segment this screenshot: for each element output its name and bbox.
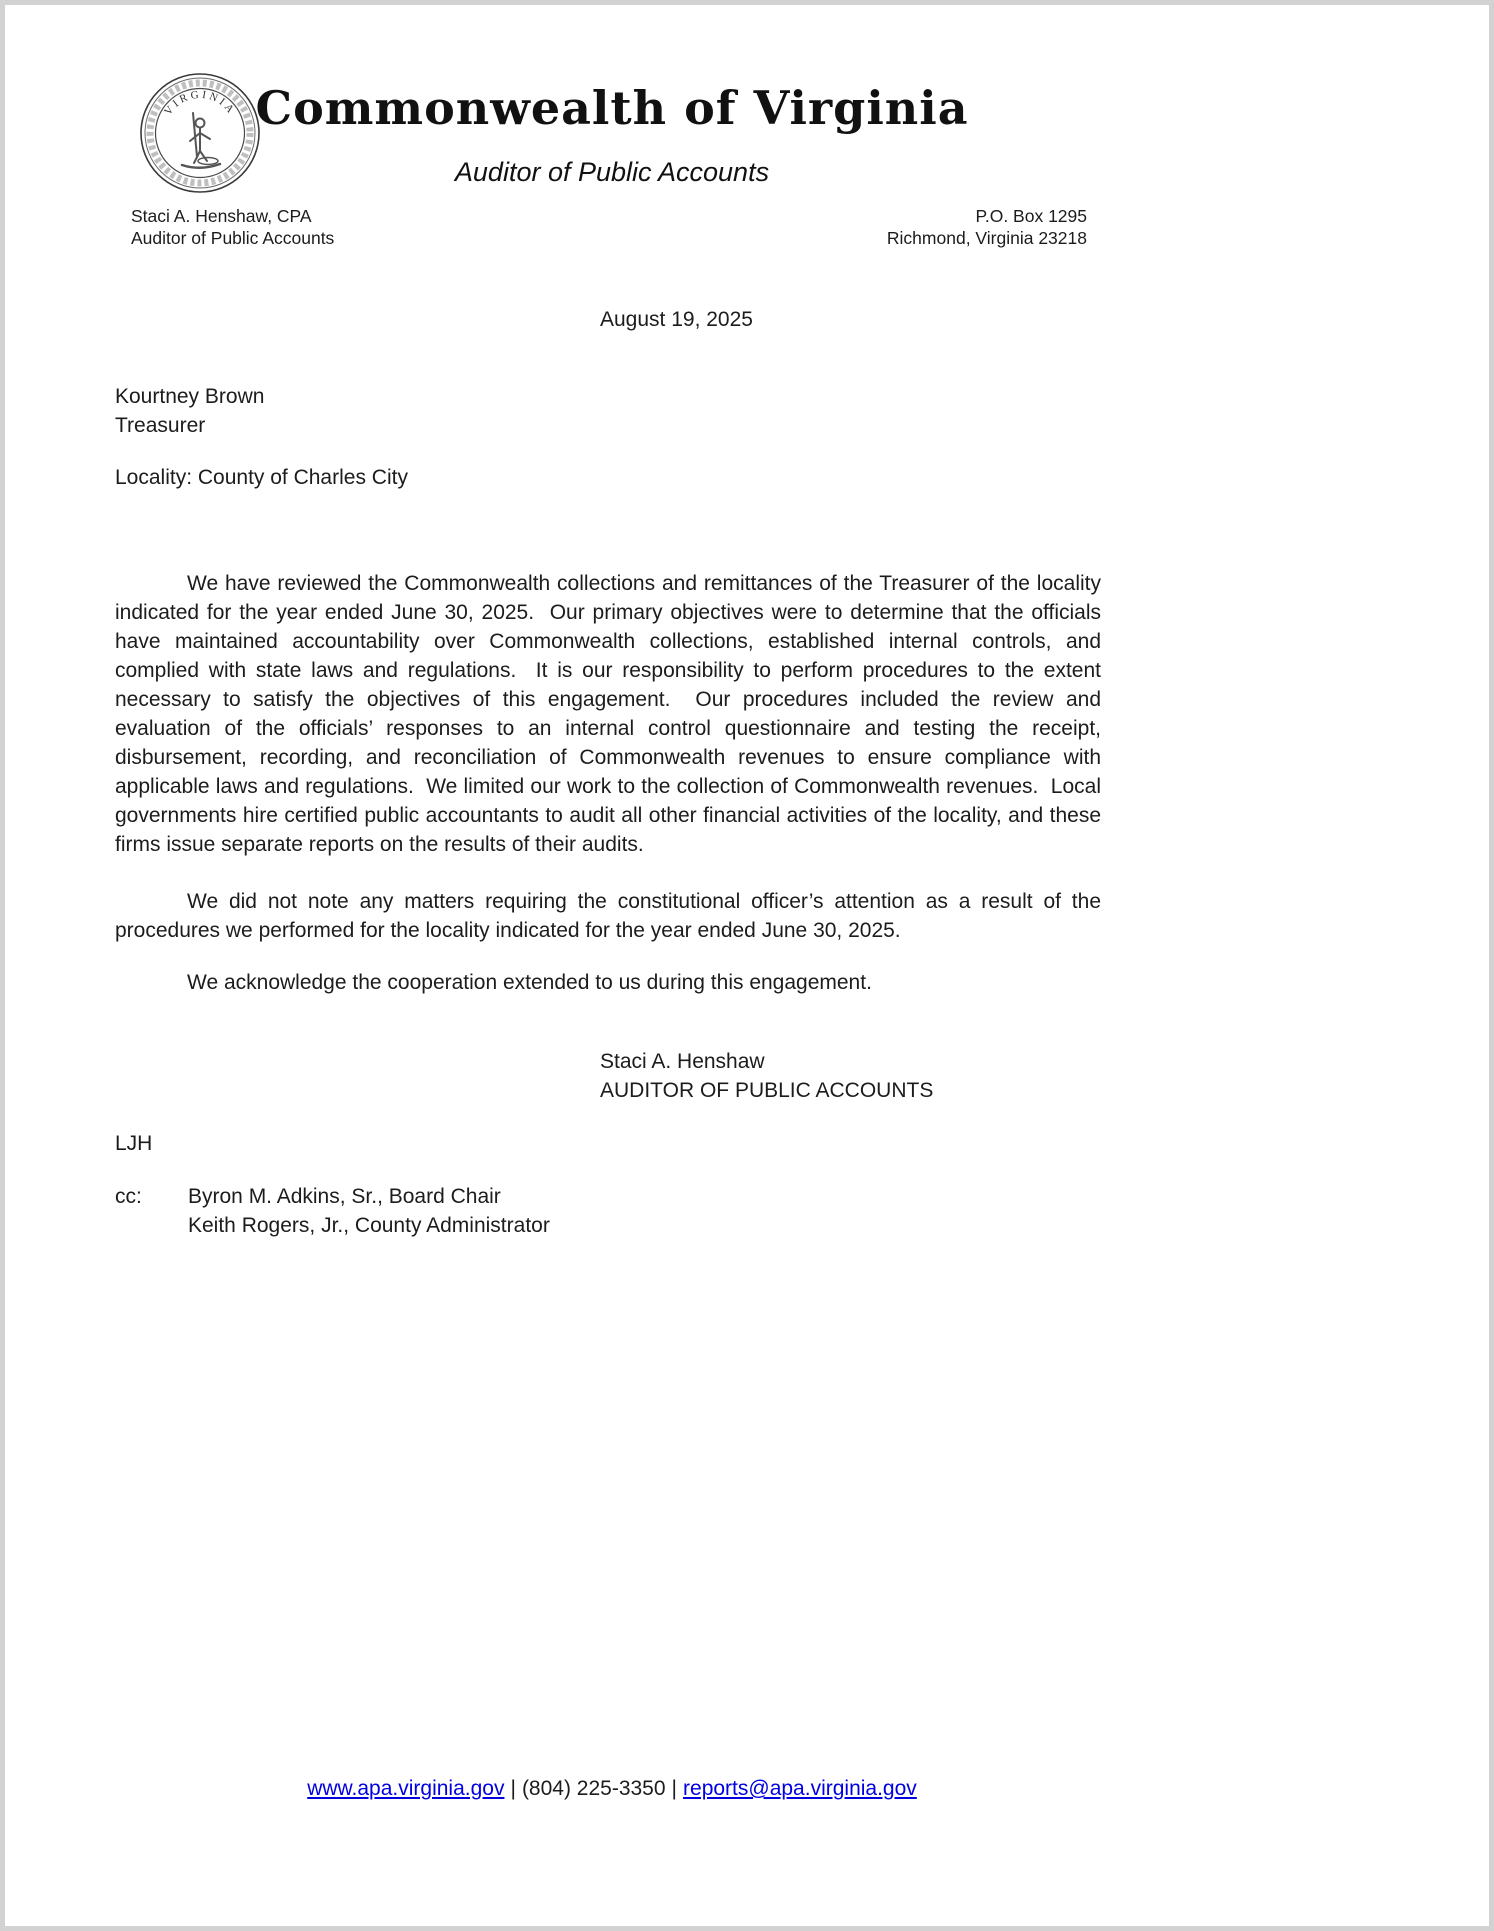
page-title: Commonwealth of Virginia [255,81,969,135]
officer-name: Staci A. Henshaw, CPA [131,206,312,226]
letter-footer [115,1777,1109,1801]
cc-name-1: Byron M. Adkins, Sr., Board Chair [188,1185,501,1208]
cc-names [188,1182,550,1240]
cc-name-2: Keith Rogers, Jr., County Administrator [188,1214,550,1237]
cc-block [115,1182,1101,1240]
body-paragraph-1: We have reviewed the Commonwealth collections and remittances of the Treasurer of the locality indicated for the year ended June 30, 2025. Our primary objectives were to determine that the officials have maintained accountability over Commonwealth collections, established internal controls, and complied with state laws and regulations. It is our responsibility to perform procedures to the extent necessary to satisfy the objectives of this engagement. Our procedures included the review and evaluation of the officials’ responses to an internal control questionnaire and testing the receipt, disbursement, recording, and reconciliation of Commonwealth revenues to ensure compliance with applicable laws and regulations. We limited our work to the collection of Commonwealth revenues. Local governments hire certified public accountants to audit all other financial activities of the locality, and these firms issue separate reports on the results of their audits. [115,572,1107,856]
footer-separator-1: | [510,1777,516,1800]
letterhead-officer-block [131,205,334,249]
recipient-block [115,382,1101,440]
officer-title: Auditor of Public Accounts [131,228,335,248]
signature-block [115,1047,1101,1105]
signer-title: AUDITOR OF PUBLIC ACCOUNTS [600,1079,934,1102]
po-box: P.O. Box 1295 [975,206,1087,226]
footer-separator-2: | [671,1777,678,1800]
website-link[interactable]: www.apa.virginia.gov [307,1777,505,1800]
typist-initials: LJH [115,1132,153,1155]
phone-number: (804) 225-3350 [521,1777,666,1800]
locality-line: Locality: County of Charles City [115,466,408,489]
letter-date: August 19, 2025 [600,308,753,331]
signer-name: Staci A. Henshaw [600,1050,765,1073]
cc-label: cc: [115,1185,142,1208]
svg-text:VIRGINIA: VIRGINIA [162,88,238,118]
letterhead-address-block [887,205,1087,249]
city-state-zip: Richmond, Virginia 23218 [886,228,1087,248]
email-link[interactable]: reports@apa.virginia.gov [683,1777,917,1800]
body-paragraph-3: We acknowledge the cooperation extended to us during this engagement. [187,971,872,994]
body-paragraph-2: We did not note any matters requiring the constitutional officer’s attention as a result of the procedures we performed for the locality indicated for the year ended June 30, 2025. [115,890,1107,942]
letterhead [5,5,1489,260]
letter-body [5,305,1489,1240]
recipient-title: Treasurer [115,414,206,437]
recipient-name: Kourtney Brown [115,385,265,408]
page-subtitle: Auditor of Public Accounts [454,157,770,187]
